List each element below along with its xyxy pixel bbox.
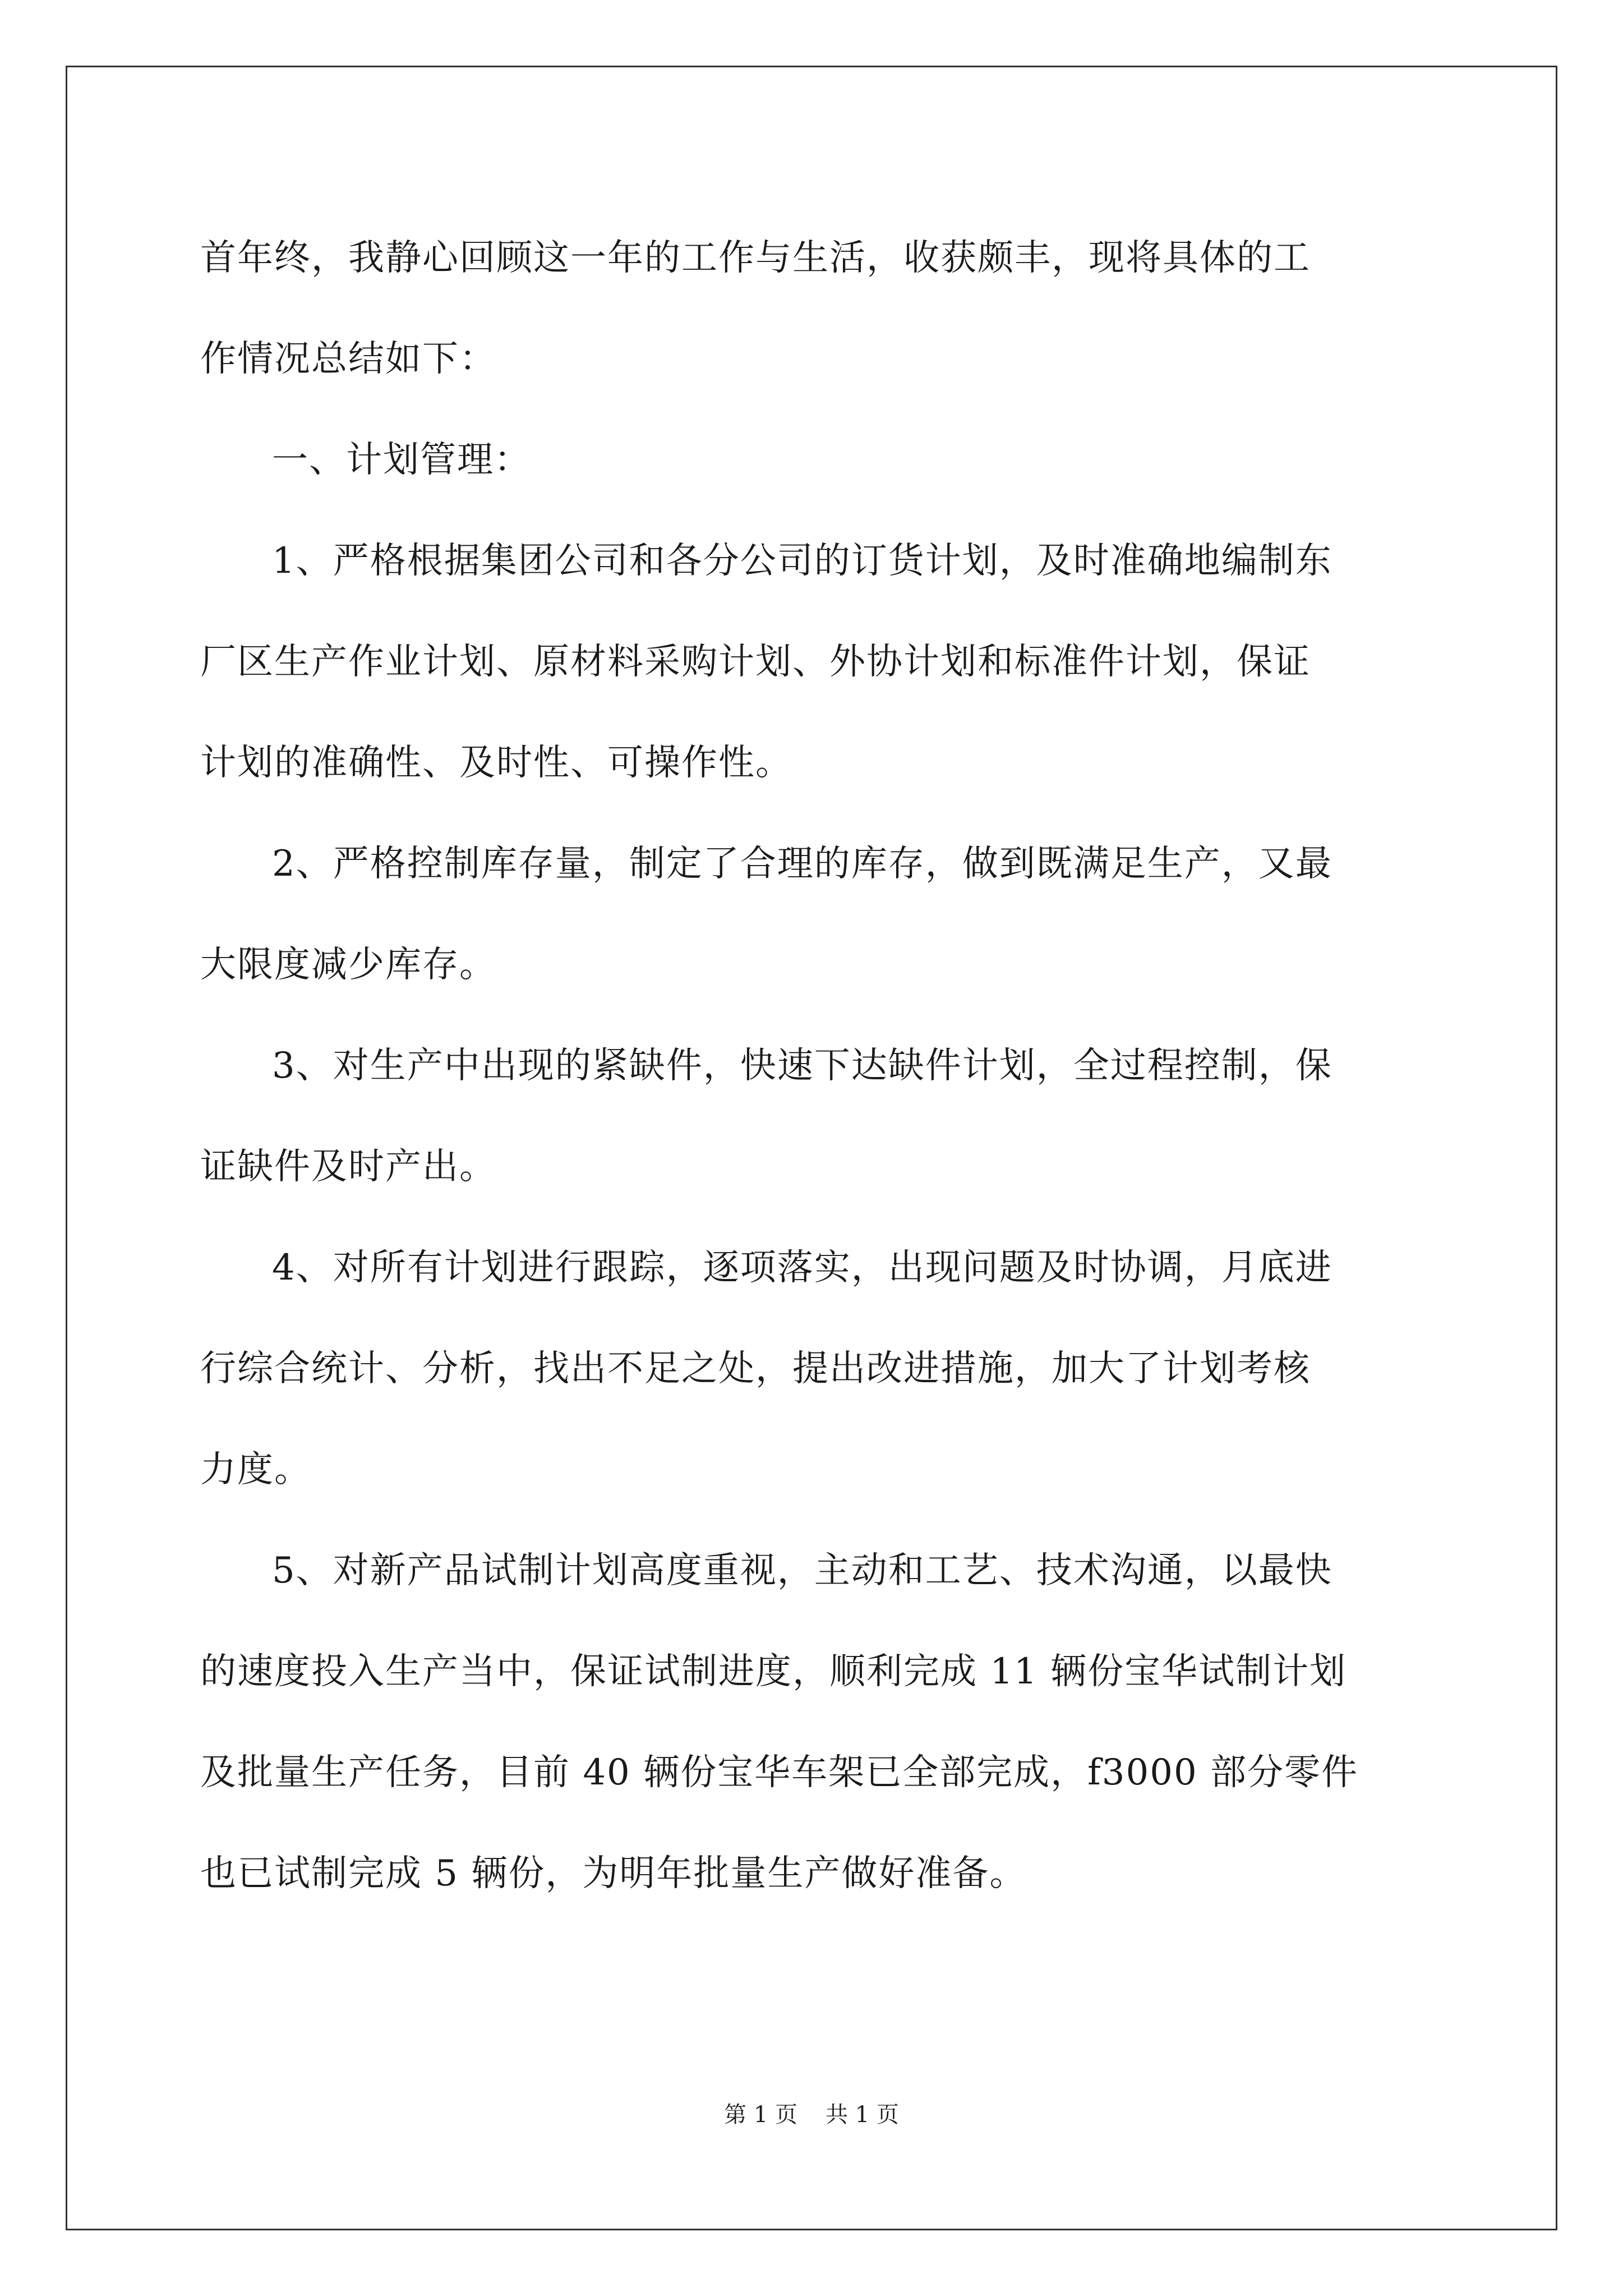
text-line: 厂区生产作业计划、原材料采购计划、外协计划和标准件计划，保证	[200, 641, 1311, 683]
text-line: 1、严格根据集团公司和各分公司的订货计划，及时准确地编制东	[272, 540, 1332, 582]
text-line: 首年终，我静心回顾这一年的工作与生活，收获颇丰，现将具体的工	[200, 237, 1311, 279]
text-line: 的速度投入生产当中，保证试制进度，顺利完成 11 辆份宝华试制计划	[200, 1651, 1347, 1692]
text-line: 力度。	[200, 1449, 311, 1490]
text-line: 行综合统计、分析，找出不足之处，提出改进措施，加大了计划考核	[200, 1348, 1311, 1389]
page-total: 共 1 页	[826, 2102, 899, 2128]
document-body	[200, 208, 1434, 1924]
text-line: 5、对新产品试制计划高度重视，主动和工艺、技术沟通，以最快	[272, 1550, 1332, 1591]
page-footer	[0, 2098, 1623, 2132]
text-line: 及批量生产任务，目前 40 辆份宝华车架已全部完成，f3000 部分零件	[200, 1752, 1359, 1793]
text-line: 证缺件及时产出。	[200, 1146, 496, 1188]
text-line: 2、严格控制库存量，制定了合理的库存，做到既满足生产，又最	[272, 843, 1332, 885]
section-heading: 一、计划管理：	[272, 439, 531, 481]
text-line: 作情况总结如下：	[200, 338, 496, 380]
page-number: 第 1 页	[724, 2102, 797, 2128]
text-line: 计划的准确性、及时性、可操作性。	[200, 742, 792, 784]
text-line: 也已试制完成 5 辆份，为明年批量生产做好准备。	[200, 1853, 1027, 1894]
text-line: 4、对所有计划进行跟踪，逐项落实，出现问题及时协调，月底进	[272, 1247, 1332, 1289]
text-line: 3、对生产中出现的紧缺件，快速下达缺件计划，全过程控制，保	[272, 1045, 1332, 1087]
text-line: 大限度减少库存。	[200, 944, 496, 986]
